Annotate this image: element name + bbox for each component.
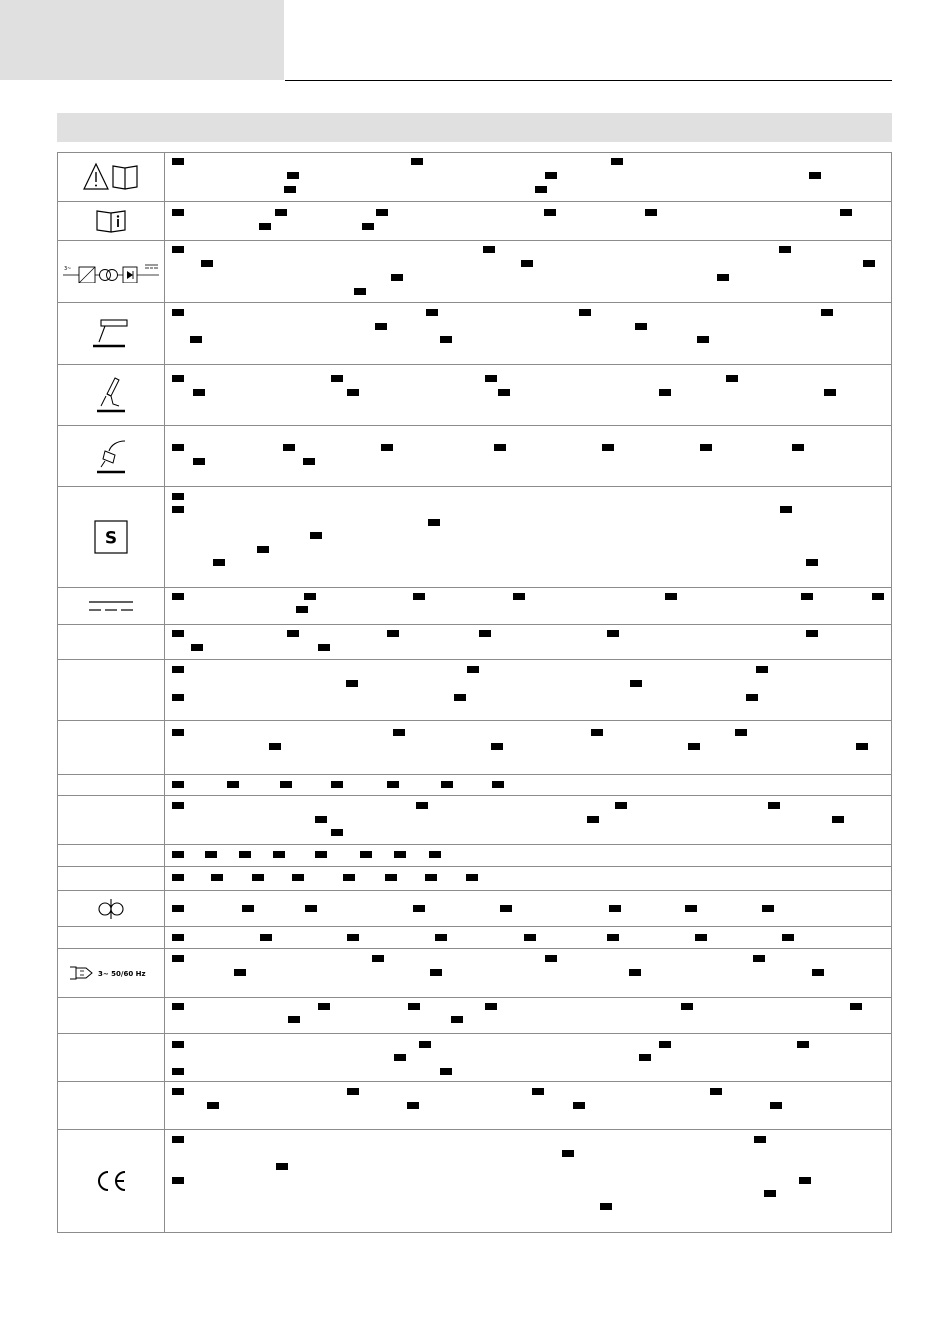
inline-marker bbox=[394, 1054, 406, 1061]
text-cell bbox=[165, 891, 892, 927]
inline-marker bbox=[419, 1041, 431, 1048]
inline-marker bbox=[273, 851, 285, 858]
inline-marker bbox=[609, 905, 621, 912]
inline-marker bbox=[385, 874, 397, 881]
inline-marker bbox=[413, 905, 425, 912]
symbol-cell bbox=[58, 487, 165, 588]
inline-marker bbox=[645, 209, 657, 216]
inline-marker bbox=[172, 934, 184, 941]
symbol-table bbox=[57, 152, 892, 1233]
text-cell bbox=[165, 845, 892, 867]
inline-marker bbox=[688, 743, 700, 750]
inline-marker bbox=[695, 934, 707, 941]
inline-marker bbox=[639, 1054, 651, 1061]
symbol-cell bbox=[58, 202, 165, 241]
inline-marker bbox=[393, 729, 405, 736]
inline-marker bbox=[207, 1102, 219, 1109]
symbol-cell bbox=[58, 998, 165, 1034]
text-cell bbox=[165, 625, 892, 660]
inline-marker bbox=[746, 694, 758, 701]
symbol-cell bbox=[58, 949, 165, 998]
inline-marker bbox=[288, 1016, 300, 1023]
inline-marker bbox=[832, 816, 844, 823]
mains-supply-label: 3~ 50/60 Hz bbox=[98, 970, 146, 978]
inline-marker bbox=[172, 1177, 184, 1184]
inline-marker bbox=[466, 874, 478, 881]
inline-marker bbox=[697, 336, 709, 343]
inline-marker bbox=[387, 781, 399, 788]
text-cell bbox=[165, 998, 892, 1034]
inline-marker bbox=[600, 1203, 612, 1210]
inline-marker bbox=[234, 969, 246, 976]
inline-marker bbox=[545, 172, 557, 179]
inline-marker bbox=[779, 246, 791, 253]
inline-marker bbox=[347, 1088, 359, 1095]
inline-marker bbox=[630, 680, 642, 687]
text-cell bbox=[165, 588, 892, 625]
inline-marker bbox=[360, 851, 372, 858]
safety-s-letter: S bbox=[104, 528, 118, 549]
inline-marker bbox=[172, 506, 184, 513]
inline-marker bbox=[485, 1003, 497, 1010]
inline-marker bbox=[172, 905, 184, 912]
table-row bbox=[58, 949, 892, 998]
inline-marker bbox=[191, 644, 203, 651]
inline-marker bbox=[201, 260, 213, 267]
header-corner-block bbox=[0, 0, 284, 80]
safety-s-icon bbox=[94, 520, 128, 554]
inline-marker bbox=[602, 444, 614, 451]
inline-marker bbox=[193, 389, 205, 396]
inline-marker bbox=[799, 1177, 811, 1184]
inline-marker bbox=[812, 969, 824, 976]
table-row bbox=[58, 1130, 892, 1233]
inline-marker bbox=[413, 593, 425, 600]
inline-marker bbox=[376, 209, 388, 216]
table-row bbox=[58, 487, 892, 588]
inline-marker bbox=[821, 309, 833, 316]
inline-marker bbox=[768, 802, 780, 809]
symbol-cell bbox=[58, 775, 165, 796]
inline-marker bbox=[172, 1068, 184, 1075]
inline-marker bbox=[354, 288, 366, 295]
inline-marker bbox=[172, 1136, 184, 1143]
inline-marker bbox=[172, 694, 184, 701]
section-title-bar bbox=[57, 113, 892, 142]
inline-marker bbox=[242, 905, 254, 912]
inline-marker bbox=[717, 274, 729, 281]
table-row bbox=[58, 588, 892, 625]
inline-marker bbox=[172, 493, 184, 500]
text-cell bbox=[165, 1034, 892, 1082]
inline-marker bbox=[296, 606, 308, 613]
inline-marker bbox=[797, 1041, 809, 1048]
symbol-cell bbox=[58, 588, 165, 625]
inline-marker bbox=[485, 375, 497, 382]
inline-marker bbox=[318, 644, 330, 651]
table-row bbox=[58, 927, 892, 949]
inline-marker bbox=[239, 851, 251, 858]
inline-marker bbox=[435, 934, 447, 941]
inline-marker bbox=[770, 1102, 782, 1109]
ce-mark-icon bbox=[94, 1169, 128, 1193]
inline-marker bbox=[780, 506, 792, 513]
inline-marker bbox=[685, 905, 697, 912]
inline-marker bbox=[863, 260, 875, 267]
table-row bbox=[58, 241, 892, 303]
table-row bbox=[58, 867, 892, 891]
table-row bbox=[58, 845, 892, 867]
symbol-cell bbox=[58, 660, 165, 721]
inline-marker bbox=[283, 444, 295, 451]
inline-marker bbox=[172, 851, 184, 858]
inline-marker bbox=[801, 593, 813, 600]
inline-marker bbox=[440, 1068, 452, 1075]
inline-marker bbox=[310, 532, 322, 539]
inline-marker bbox=[700, 444, 712, 451]
inline-marker bbox=[591, 729, 603, 736]
inline-marker bbox=[407, 1102, 419, 1109]
inline-marker bbox=[280, 781, 292, 788]
inline-marker bbox=[659, 389, 671, 396]
inline-marker bbox=[172, 781, 184, 788]
inline-marker bbox=[394, 851, 406, 858]
inline-marker bbox=[331, 375, 343, 382]
inline-marker bbox=[782, 934, 794, 941]
inline-marker bbox=[315, 816, 327, 823]
text-cell bbox=[165, 867, 892, 891]
inline-marker bbox=[544, 209, 556, 216]
inline-marker bbox=[172, 375, 184, 382]
inline-marker bbox=[467, 666, 479, 673]
inline-marker bbox=[346, 680, 358, 687]
table-row bbox=[58, 1082, 892, 1130]
text-cell bbox=[165, 927, 892, 949]
inline-marker bbox=[303, 458, 315, 465]
symbol-cell bbox=[58, 891, 165, 927]
inline-marker bbox=[806, 559, 818, 566]
text-cell bbox=[165, 241, 892, 303]
inline-marker bbox=[824, 389, 836, 396]
inline-marker bbox=[425, 874, 437, 881]
text-cell bbox=[165, 721, 892, 775]
inline-marker bbox=[315, 851, 327, 858]
inline-marker bbox=[611, 158, 623, 165]
text-cell bbox=[165, 949, 892, 998]
table-row bbox=[58, 998, 892, 1034]
inline-marker bbox=[850, 1003, 862, 1010]
inline-marker bbox=[451, 1016, 463, 1023]
inline-marker bbox=[513, 593, 525, 600]
inline-marker bbox=[172, 158, 184, 165]
inline-marker bbox=[172, 246, 184, 253]
inverter-input-label: 3~ bbox=[64, 265, 72, 272]
inline-marker bbox=[259, 223, 271, 230]
symbol-cell bbox=[58, 241, 165, 303]
inline-marker bbox=[483, 246, 495, 253]
inline-marker bbox=[172, 593, 184, 600]
inline-marker bbox=[172, 955, 184, 962]
inline-marker bbox=[635, 323, 647, 330]
text-cell bbox=[165, 153, 892, 202]
symbol-cell bbox=[58, 426, 165, 487]
table-row bbox=[58, 775, 892, 796]
inline-marker bbox=[756, 666, 768, 673]
inline-marker bbox=[762, 905, 774, 912]
inline-marker bbox=[430, 969, 442, 976]
inline-marker bbox=[545, 955, 557, 962]
inline-marker bbox=[305, 905, 317, 912]
inline-marker bbox=[172, 1041, 184, 1048]
inline-marker bbox=[276, 1163, 288, 1170]
inline-marker bbox=[806, 630, 818, 637]
symbol-cell bbox=[58, 721, 165, 775]
text-cell bbox=[165, 487, 892, 588]
inline-marker bbox=[275, 209, 287, 216]
inline-marker bbox=[343, 874, 355, 881]
inline-marker bbox=[193, 458, 205, 465]
inline-marker bbox=[479, 630, 491, 637]
inline-marker bbox=[391, 274, 403, 281]
inline-marker bbox=[362, 223, 374, 230]
inline-marker bbox=[809, 172, 821, 179]
inline-marker bbox=[227, 781, 239, 788]
inline-marker bbox=[524, 934, 536, 941]
inline-marker bbox=[426, 309, 438, 316]
symbol-cell bbox=[58, 365, 165, 426]
header-rule bbox=[285, 80, 892, 81]
inline-marker bbox=[292, 874, 304, 881]
symbol-cell bbox=[58, 625, 165, 660]
inline-marker bbox=[492, 781, 504, 788]
inline-marker bbox=[754, 1136, 766, 1143]
text-cell bbox=[165, 775, 892, 796]
direct-current-icon bbox=[87, 599, 135, 613]
inline-marker bbox=[269, 743, 281, 750]
inline-marker bbox=[498, 389, 510, 396]
diameter-icon bbox=[97, 898, 125, 920]
table-row bbox=[58, 153, 892, 202]
inverter-block-icon bbox=[63, 261, 159, 283]
inline-marker bbox=[205, 851, 217, 858]
symbol-cell bbox=[58, 796, 165, 845]
inline-marker bbox=[172, 666, 184, 673]
inline-marker bbox=[172, 209, 184, 216]
inline-marker bbox=[872, 593, 884, 600]
inline-marker bbox=[535, 186, 547, 193]
table-row bbox=[58, 1034, 892, 1082]
inline-marker bbox=[284, 186, 296, 193]
inline-marker bbox=[331, 781, 343, 788]
inline-marker bbox=[172, 309, 184, 316]
inline-marker bbox=[659, 1041, 671, 1048]
inline-marker bbox=[710, 1088, 722, 1095]
inline-marker bbox=[172, 1003, 184, 1010]
text-cell bbox=[165, 660, 892, 721]
table-row bbox=[58, 660, 892, 721]
text-cell bbox=[165, 426, 892, 487]
inline-marker bbox=[792, 444, 804, 451]
inline-marker bbox=[429, 851, 441, 858]
inline-marker bbox=[764, 1190, 776, 1197]
symbol-cell bbox=[58, 1034, 165, 1082]
table-row bbox=[58, 303, 892, 365]
inline-marker bbox=[287, 172, 299, 179]
text-cell bbox=[165, 365, 892, 426]
mma-electrode-holder-icon bbox=[91, 376, 131, 414]
text-cell bbox=[165, 202, 892, 241]
inline-marker bbox=[856, 743, 868, 750]
inline-marker bbox=[211, 874, 223, 881]
inline-marker bbox=[347, 389, 359, 396]
inline-marker bbox=[381, 444, 393, 451]
text-cell bbox=[165, 1130, 892, 1233]
inline-marker bbox=[615, 802, 627, 809]
inline-marker bbox=[521, 260, 533, 267]
inline-marker bbox=[494, 444, 506, 451]
table-row bbox=[58, 202, 892, 241]
inline-marker bbox=[726, 375, 738, 382]
inline-marker bbox=[629, 969, 641, 976]
inline-marker bbox=[532, 1088, 544, 1095]
inline-marker bbox=[562, 1150, 574, 1157]
inline-marker bbox=[573, 1102, 585, 1109]
inline-marker bbox=[331, 829, 343, 836]
inline-marker bbox=[387, 630, 399, 637]
inline-marker bbox=[172, 874, 184, 881]
inline-marker bbox=[375, 323, 387, 330]
inline-marker bbox=[372, 955, 384, 962]
symbol-cell bbox=[58, 845, 165, 867]
inline-marker bbox=[491, 743, 503, 750]
inline-marker bbox=[287, 630, 299, 637]
inline-marker bbox=[252, 874, 264, 881]
symbol-cell bbox=[58, 867, 165, 891]
information-manual-icon bbox=[94, 208, 128, 234]
table-row bbox=[58, 625, 892, 660]
symbol-cell bbox=[58, 1082, 165, 1130]
inline-marker bbox=[454, 694, 466, 701]
tig-torch-icon bbox=[91, 318, 131, 350]
mig-torch-icon bbox=[91, 437, 131, 475]
inline-marker bbox=[681, 1003, 693, 1010]
inline-marker bbox=[172, 802, 184, 809]
inline-marker bbox=[735, 729, 747, 736]
text-cell bbox=[165, 796, 892, 845]
inline-marker bbox=[411, 158, 423, 165]
inline-marker bbox=[347, 934, 359, 941]
inline-marker bbox=[172, 1088, 184, 1095]
inline-marker bbox=[607, 630, 619, 637]
table-row bbox=[58, 426, 892, 487]
inline-marker bbox=[428, 519, 440, 526]
inline-marker bbox=[190, 336, 202, 343]
inline-marker bbox=[304, 593, 316, 600]
text-cell bbox=[165, 303, 892, 365]
inline-marker bbox=[665, 593, 677, 600]
inline-marker bbox=[408, 1003, 420, 1010]
table-row bbox=[58, 796, 892, 845]
table-row bbox=[58, 891, 892, 927]
symbol-cell bbox=[58, 303, 165, 365]
mains-plug-icon bbox=[68, 963, 154, 983]
inline-marker bbox=[416, 802, 428, 809]
inline-marker bbox=[172, 444, 184, 451]
inline-marker bbox=[172, 630, 184, 637]
inline-marker bbox=[607, 934, 619, 941]
inline-marker bbox=[579, 309, 591, 316]
table-row bbox=[58, 721, 892, 775]
inline-marker bbox=[213, 559, 225, 566]
table-row bbox=[58, 365, 892, 426]
inline-marker bbox=[500, 905, 512, 912]
inline-marker bbox=[441, 781, 453, 788]
inline-marker bbox=[840, 209, 852, 216]
text-cell bbox=[165, 1082, 892, 1130]
inline-marker bbox=[257, 546, 269, 553]
inline-marker bbox=[172, 729, 184, 736]
inline-marker bbox=[587, 816, 599, 823]
inline-marker bbox=[318, 1003, 330, 1010]
inline-marker bbox=[440, 336, 452, 343]
inline-marker bbox=[260, 934, 272, 941]
inline-marker bbox=[753, 955, 765, 962]
symbol-cell bbox=[58, 927, 165, 949]
symbol-cell bbox=[58, 153, 165, 202]
warning-read-manual-icon bbox=[82, 162, 140, 192]
symbol-cell bbox=[58, 1130, 165, 1233]
